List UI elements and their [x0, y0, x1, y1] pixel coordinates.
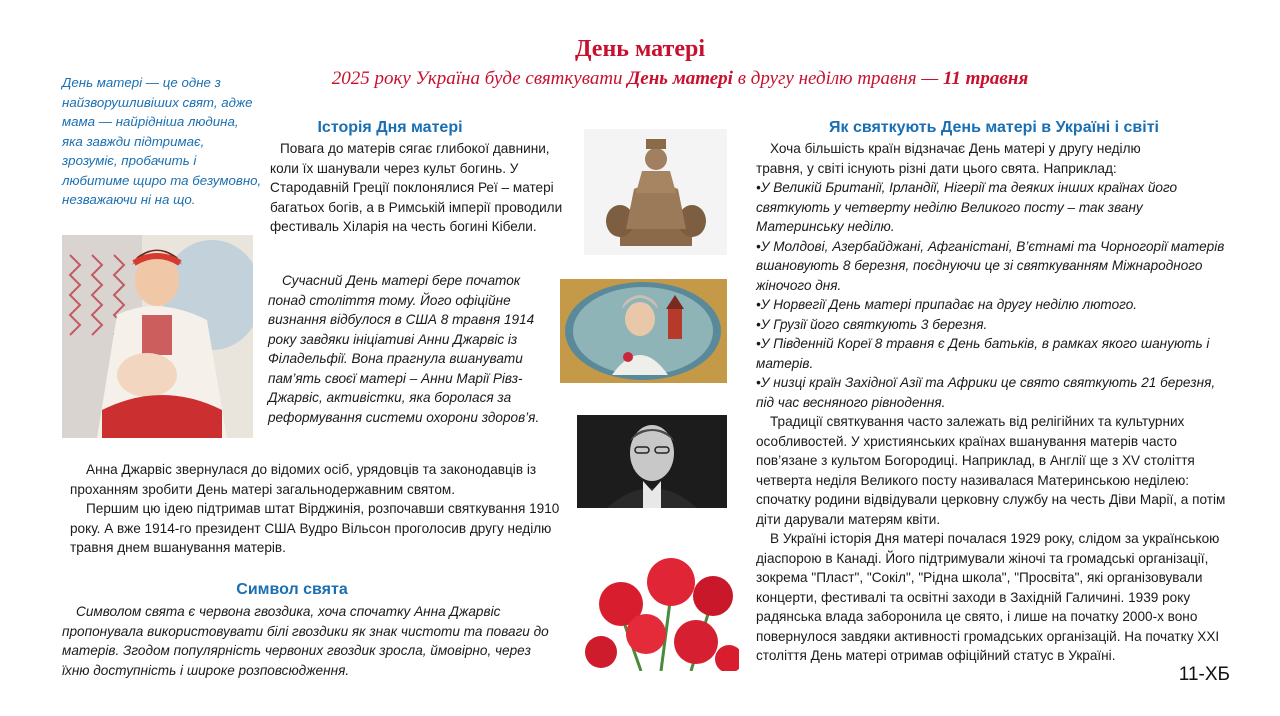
mother-painting-image: [62, 235, 253, 438]
bullet-item: •У Південній Кореї 8 травня є День батьків, в рамках якого шанують і матерів.: [756, 336, 1210, 371]
goddess-statue-image: [584, 129, 727, 255]
world-intro: Хоча більшість країн відзначає День матері у другу неділю травня, у світі існують різні дати цього свята. Наприклад:: [756, 141, 1141, 176]
bullet-item: •У низці країн Західної Азії та Африки це свято святкують 21 березня, під час весняного рівнодення.: [756, 375, 1216, 410]
bullet-item: •У Молдові, Азербайджані, Афганістані, В’єтнамі та Чорногорії матерів вшановують 8 березня, поєднуючи це зі святкуванням Міжнародного жіночого дня.: [756, 238, 1225, 293]
bullet-item: •У Грузії його святкують 3 березня.: [756, 316, 988, 332]
history-paragraph-1: Повага до матерів сягає глибокої давнини, коли їх шанували через культ богинь. У Стародавній Греції поклонялися Реї – матері багатьох богів, а в Римській імперії проводили фестиваль Хіларія на честь богині Кібели.: [270, 141, 563, 234]
red-carnations-image: [581, 534, 739, 671]
bullet-item: •У Великій Британії, Ірландії, Нігерії та деяких інших країнах його святкують у четверту неділю Великого посту – так звану Материнську неділю.: [756, 180, 1178, 234]
bullet-item: •У Норвегії День матері припадає на другу неділю лютого.: [756, 297, 1138, 312]
history-paragraph-4: Першим цю ідею підтримав штат Вірджинія, розпочавши святкування 1910 року. А вже 1914-го президент США Вудро Вільсон проголосив другу неділю травня днем вшанування матерів.: [70, 501, 560, 555]
woodrow-wilson-portrait-image: [577, 415, 727, 508]
page-number: 11-ХБ: [1178, 664, 1230, 685]
history-paragraph-3: Анна Джарвіс звернулася до відомих осіб, урядовців та законодавців із проханням зробити День матері загальнодержавним святом.: [70, 462, 537, 497]
world-traditions-paragraph: Традиції святкування часто залежать від релігійних та культурних особливостей. У християнських країнах вшанування матерів часто пов’язане з культом Богородиці. Наприклад, в Англії ще з XV століття четверта неділя Великого посту називалася Материнською неділею: спочатку родини відвідували церковну службу на честь Діви Марії, а потім діти дарували матерям квіти.: [756, 414, 1226, 527]
page-title: День матері: [575, 36, 705, 62]
intro-text: День матері — це одне з найзворушливіших свят, адже мама — найрідніша людина, яка завжди підтримає, зрозуміє, пробачить і любитиме щиро та безумовно, незважаючи ні на що.: [62, 75, 262, 207]
history-paragraph-2: Сучасний День матері бере початок понад століття тому. Його офіційне визнання відбулося в США 8 травня 1914 року завдяки ініціативі Анни Джарвіс із Філадельфії. Вона прагнула вшанувати пам’ять своєї матері – Анни Марії Рівз-Джарвіс, активістки, яка боролася за реформування системи охорони здоров’я.: [268, 273, 540, 425]
symbol-heading: Символ свята: [236, 581, 348, 598]
world-ukraine-paragraph: В Україні історія Дня матері почалася 1929 року, слідом за українською діаспорою в Канаді. Його підтримували жіночі та громадські організації, зокрема "Пласт", "Сокіл", "Рідна школа", "Просвіта", які організовували концерти, фестивалі та освітні заходи в Західній Галичині. 1939 року радянська влада заборонила це свято, і лише на початку 2000-х воно повернулося завдяки активності громадських організацій. На початку XXI століття День матері отримав офіційний статус в Україні.: [756, 531, 1220, 663]
symbol-paragraph: Символом свята є червона гвоздика, хоча спочатку Анна Джарвіс пропонувала використовувати білі гвоздики як знак чистоти та поваги до матерів. Згодом популярність червоних гвоздик зросла, ймовірно, через їхню доступність і широке розповсюдження.: [62, 604, 549, 678]
world-heading: Як святкують День матері в Україні і світі: [828, 119, 1159, 136]
world-bullet-list: [756, 178, 1226, 412]
page-subtitle: 2025 року Україна буде святкувати День матері в другу неділю травня — 11 травня: [331, 68, 1029, 89]
history-heading: Історія Дня матері: [317, 119, 463, 136]
anna-jarvis-portrait-image: [560, 279, 727, 383]
